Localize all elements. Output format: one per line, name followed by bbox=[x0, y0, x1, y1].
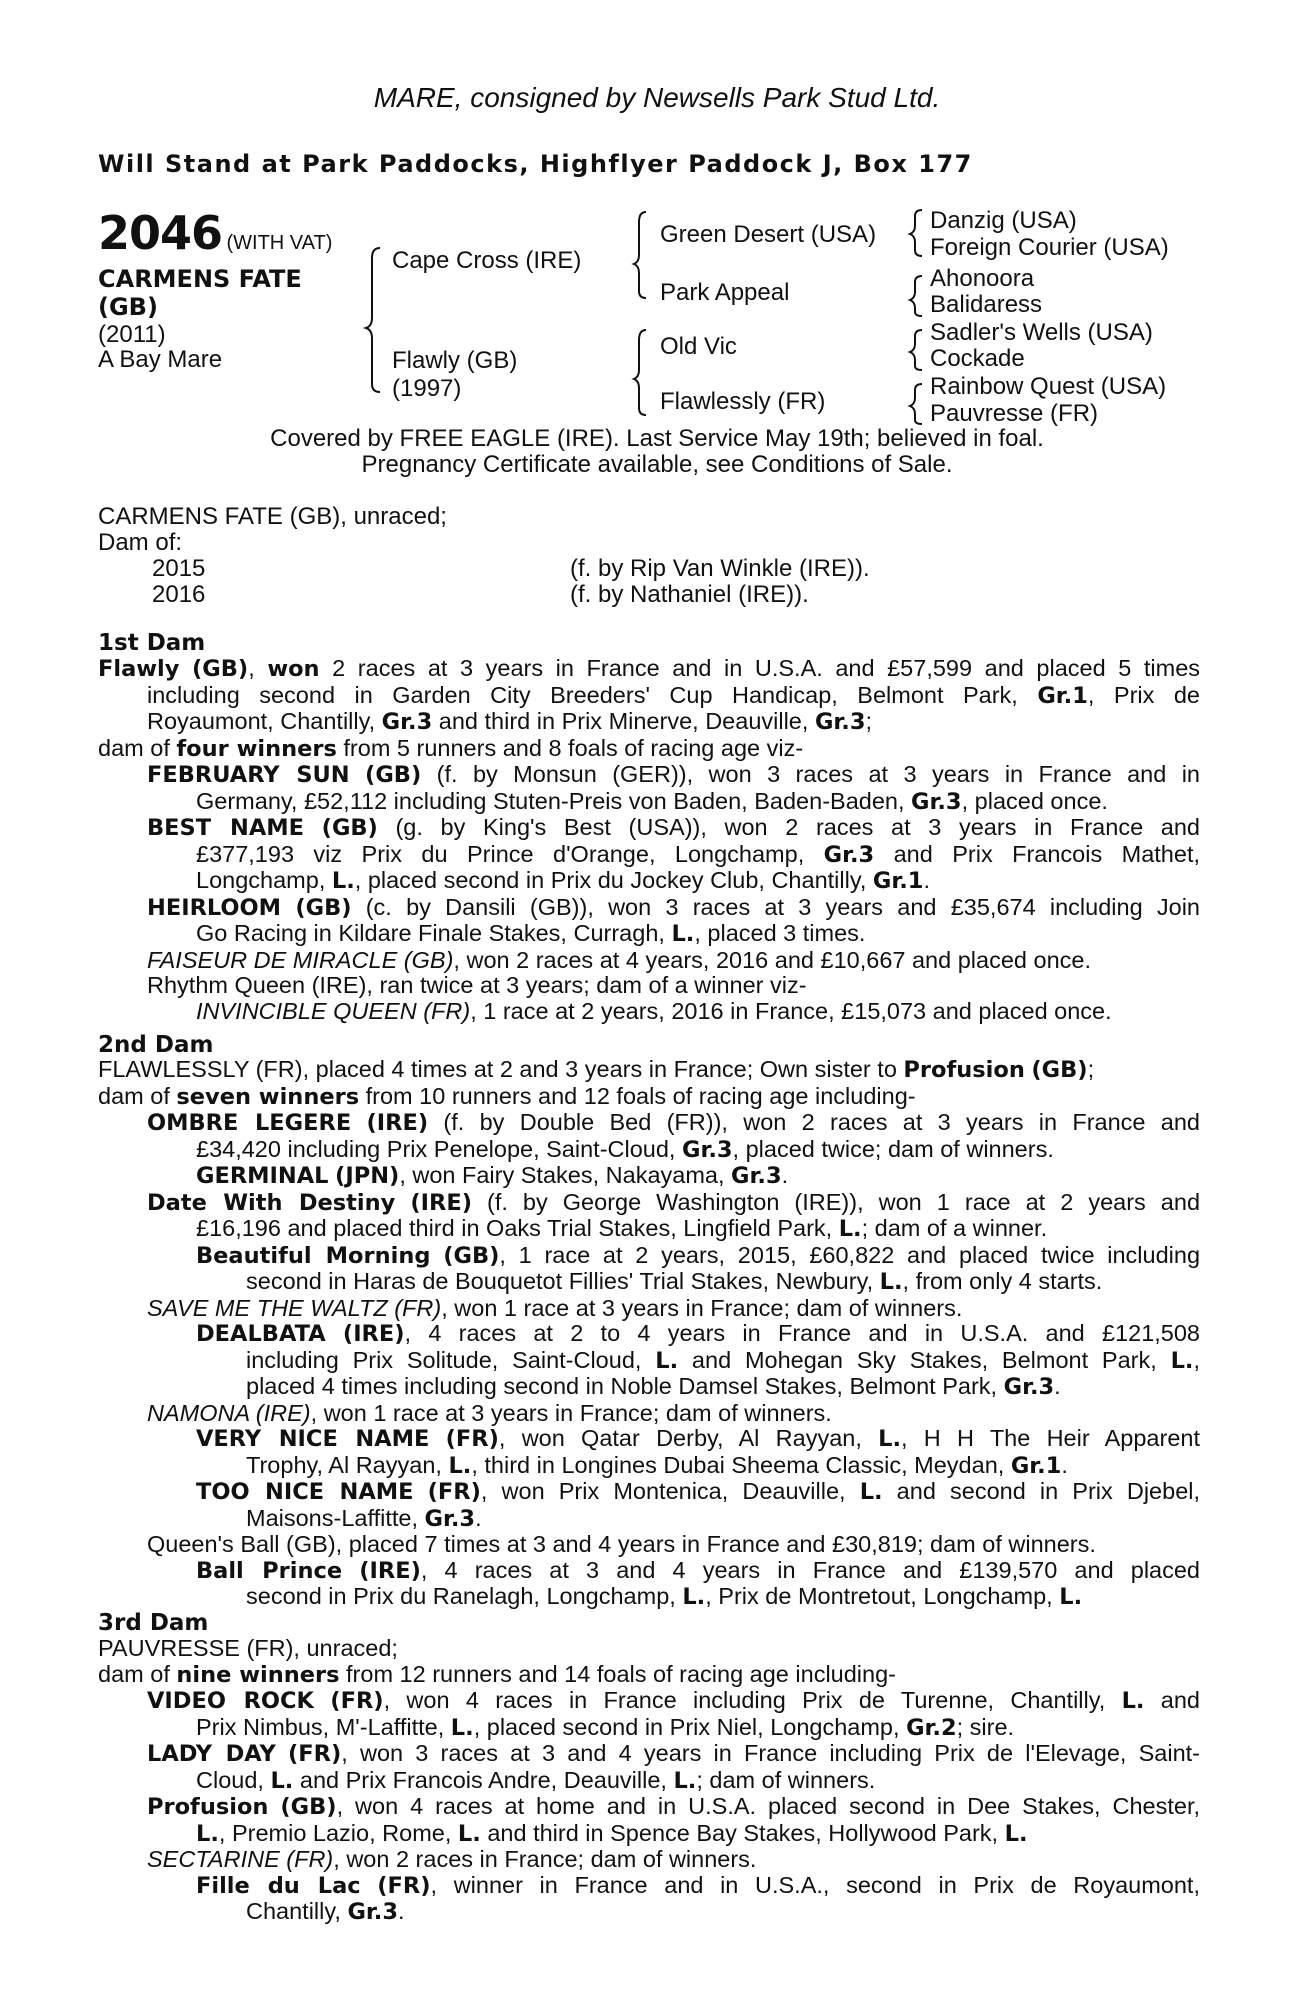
punct: ; bbox=[865, 708, 873, 734]
section-second-dam: 2nd Dam bbox=[98, 1032, 214, 1058]
line bbox=[98, 1137, 1200, 1164]
covered-line1: Covered by FREE EAGLE (IRE). Last Service May 19th; believed in foal. bbox=[270, 425, 1044, 452]
text: second in Haras de Bouquetot Fillies' Trial Stakes, Newbury, bbox=[246, 1268, 880, 1294]
line bbox=[98, 1768, 1200, 1795]
winners: four winners bbox=[176, 735, 337, 762]
ped-g3: Ahonoora bbox=[930, 265, 1035, 292]
suffix: (IRE) bbox=[410, 1189, 472, 1216]
horse-name: Profusion bbox=[903, 1057, 1025, 1083]
text: ; dam of winners. bbox=[696, 1766, 876, 1793]
text: , placed second in Prix du Jockey Club, Chantilly, bbox=[354, 867, 873, 893]
produce-detail-2: (f. by Nathaniel (IRE)). bbox=[570, 581, 809, 608]
text: dam of bbox=[98, 734, 177, 761]
text: , winner in France and in U.S.A., second in Prix de Royaumont, bbox=[430, 1871, 1200, 1898]
line bbox=[98, 1110, 1200, 1137]
text: Trophy, Al Rayyan, bbox=[246, 1451, 449, 1478]
line bbox=[98, 1584, 1200, 1611]
line bbox=[98, 1479, 1200, 1506]
ped-g4: Balidaress bbox=[930, 291, 1043, 318]
suffix: (GB) bbox=[192, 656, 249, 682]
line bbox=[98, 921, 1200, 948]
suffix: (GB) bbox=[365, 762, 422, 788]
text: PAUVRESSE (FR), unraced; bbox=[98, 1635, 398, 1661]
grade: Gr.3 bbox=[731, 1163, 782, 1189]
line bbox=[98, 1426, 1200, 1453]
text: £16,196 and placed third in Oaks Trial Stakes, Lingfield Park, bbox=[196, 1215, 839, 1241]
listed: L. bbox=[1170, 1347, 1194, 1374]
bracket-g1 bbox=[910, 210, 922, 256]
suffix: (GB) bbox=[280, 1794, 337, 1820]
line bbox=[98, 842, 1200, 869]
suffix: (GB) bbox=[295, 894, 352, 921]
line bbox=[98, 1296, 1200, 1322]
lot-number: 2046 bbox=[98, 206, 223, 260]
text: , placed once. bbox=[961, 787, 1108, 814]
horse-name: BEST NAME bbox=[147, 815, 305, 841]
ped-dam-dam: Flawlessly (FR) bbox=[660, 388, 826, 415]
text: (g. by King's Best bbox=[377, 814, 629, 840]
text: second in Prix du Ranelagh, Longchamp, bbox=[246, 1583, 683, 1609]
text: dam of bbox=[98, 1660, 177, 1687]
text: including second in Garden City Breeders' Cup Handicap, Belmont Park, bbox=[147, 681, 1038, 708]
grade: Gr.2 bbox=[906, 1714, 957, 1741]
bracket-g3 bbox=[910, 330, 922, 370]
grade: Gr.3 bbox=[1003, 1374, 1055, 1400]
intro-line1: CARMENS FATE (GB), unraced; bbox=[98, 503, 447, 530]
text: and third in Spence Bay Stakes, Hollywood Park, bbox=[480, 1819, 1005, 1846]
text: £34,420 including Prix Penelope, Saint-Cloud, bbox=[196, 1135, 682, 1162]
first-dam-block bbox=[98, 656, 1200, 1024]
listed: L. bbox=[682, 1584, 706, 1610]
punct: . bbox=[923, 867, 930, 893]
suffix: (GB) bbox=[321, 815, 378, 841]
horse-name: SECTARINE (FR) bbox=[147, 1846, 334, 1872]
suffix: (IRE) bbox=[366, 1110, 429, 1136]
text: Chantilly, bbox=[246, 1898, 348, 1924]
listed: L. bbox=[673, 1767, 697, 1794]
ped-sire: Cape Cross (IRE) bbox=[392, 247, 582, 274]
listed: L. bbox=[450, 1714, 474, 1741]
line bbox=[98, 1636, 1200, 1662]
horse-name: VERY NICE NAME bbox=[196, 1426, 430, 1452]
ped-g8: Pauvresse (FR) bbox=[930, 400, 1099, 427]
section-first-dam: 1st Dam bbox=[98, 630, 206, 656]
third-dam-block bbox=[98, 1636, 1200, 1926]
grade: Gr.3 bbox=[424, 1505, 476, 1532]
text: dam of bbox=[98, 1082, 177, 1109]
suffix: (FR) bbox=[288, 1741, 342, 1767]
ped-sire-dam: Park Appeal bbox=[660, 279, 790, 306]
suffix: (FR) bbox=[377, 1872, 431, 1899]
listed: L. bbox=[879, 1269, 903, 1295]
text: ), won 2 races at 3 years in France and bbox=[692, 814, 1200, 840]
listed: L. bbox=[1004, 1820, 1028, 1847]
line bbox=[98, 1506, 1200, 1533]
line bbox=[98, 999, 1200, 1025]
horse-name: DEALBATA bbox=[196, 1321, 326, 1347]
bracket-sire bbox=[634, 212, 646, 298]
listed: L. bbox=[270, 1767, 294, 1794]
horse-name: SAVE ME THE WALTZ (FR) bbox=[147, 1294, 442, 1321]
line bbox=[98, 948, 1200, 974]
text: , H H The Heir Apparent bbox=[901, 1425, 1200, 1451]
text: , 1 race at 2 years, 2016 in France, £15,073 and placed once. bbox=[470, 997, 1112, 1024]
line bbox=[98, 762, 1200, 789]
horse-name: VIDEO ROCK bbox=[147, 1688, 314, 1714]
text: , won 1 race at 3 years in France; dam of winners. bbox=[441, 1294, 963, 1321]
line bbox=[98, 789, 1200, 816]
text: (f. by Double Bed (FR)), won 2 races at 3 years in France and bbox=[428, 1109, 1200, 1135]
text: and third in Prix Minerve, Deauville, bbox=[432, 708, 815, 734]
listed: L. bbox=[671, 921, 695, 947]
winners: nine winners bbox=[176, 1661, 340, 1688]
grade: Gr.3 bbox=[823, 841, 875, 868]
text: from 5 runners and 8 foals of racing age viz- bbox=[336, 734, 804, 761]
horse-name: TOO NICE NAME bbox=[196, 1479, 414, 1505]
grade: Gr.1 bbox=[1037, 682, 1088, 709]
line bbox=[98, 1216, 1200, 1243]
suffix: (USA) bbox=[628, 814, 693, 840]
text: , won 4 races in France including Prix de Turenne, Chantilly, bbox=[383, 1687, 1122, 1713]
winners: seven winners bbox=[176, 1083, 360, 1110]
suffix: (GB) bbox=[1031, 1057, 1088, 1083]
horse-name: Flawly bbox=[98, 656, 180, 682]
ped-dam-sire: Old Vic bbox=[660, 333, 737, 360]
text: , won 2 races at 4 years, 2016 and £10,667 and placed once. bbox=[453, 946, 1091, 973]
text: , won 2 races in France; dam of winners. bbox=[333, 1846, 757, 1872]
ped-sire-sire: Green Desert (USA) bbox=[660, 221, 877, 248]
listed: L. bbox=[457, 1820, 481, 1847]
listed: L. bbox=[859, 1479, 883, 1505]
listed: L. bbox=[331, 868, 355, 894]
text: , third in Longines Dubai Sheema Classic, Meydan, bbox=[471, 1451, 1011, 1478]
text: £377,193 viz Prix du Prince d'Orange, Longchamp, bbox=[196, 840, 824, 867]
horse-name: HEIRLOOM bbox=[147, 894, 282, 921]
horse-description: A Bay Mare bbox=[98, 346, 223, 373]
text: , won 3 races at 3 and 4 years in France including Prix de l'Elevage, Saint- bbox=[341, 1740, 1200, 1766]
line bbox=[98, 868, 1200, 895]
line bbox=[98, 656, 1200, 683]
ped-g5: Sadler's Wells (USA) bbox=[930, 319, 1153, 346]
punct: ; bbox=[1087, 1056, 1095, 1082]
text: Longchamp, bbox=[196, 867, 332, 893]
text: and Prix Francois Andre, Deauville, bbox=[293, 1766, 674, 1793]
text: Rhythm Queen (IRE), ran twice at 3 years; dam of a winner viz- bbox=[147, 972, 807, 998]
punct: . bbox=[1061, 1451, 1068, 1478]
line bbox=[98, 1453, 1200, 1480]
text: and bbox=[1144, 1687, 1201, 1713]
text: (f. by George Washington (IRE)), won 1 race at 2 years and bbox=[472, 1188, 1201, 1215]
horse-name: FEBRUARY SUN bbox=[147, 762, 350, 788]
text: including Prix Solitude, Saint-Cloud, bbox=[246, 1346, 656, 1373]
punct: . bbox=[781, 1162, 789, 1188]
text: and Prix Francois Mathet, bbox=[874, 840, 1200, 867]
ped-g1: Danzig (USA) bbox=[930, 207, 1077, 234]
line bbox=[98, 1847, 1200, 1873]
grade: Gr.3 bbox=[347, 1899, 398, 1925]
bracket-sire-dam bbox=[366, 248, 380, 392]
horse-name: INVINCIBLE QUEEN (FR) bbox=[196, 997, 471, 1024]
listed: L. bbox=[1121, 1688, 1145, 1714]
covered-line2: Pregnancy Certificate available, see Conditions of Sale. bbox=[361, 451, 953, 478]
text: Go Racing in Kildare Finale Stakes, Curragh, bbox=[196, 920, 672, 946]
text: and second in Prix Djebel, bbox=[882, 1478, 1201, 1504]
ped-g6: Cockade bbox=[930, 345, 1025, 372]
won-marker: won bbox=[267, 656, 320, 682]
listed: L. bbox=[1059, 1584, 1083, 1610]
horse-name: Fille du Lac bbox=[196, 1872, 361, 1899]
line bbox=[98, 1190, 1200, 1217]
text: Queen's Ball (GB), placed 7 times at 3 and 4 years in France and £30,819; dam of winners. bbox=[147, 1531, 1096, 1557]
line bbox=[98, 736, 1200, 763]
horse-name: NAMONA (IRE) bbox=[147, 1399, 311, 1426]
text: , Premio Lazio, Rome, bbox=[218, 1819, 458, 1846]
line bbox=[98, 1794, 1200, 1821]
text: , placed 3 times. bbox=[694, 920, 866, 946]
text: , Prix de Montretout, Longchamp, bbox=[705, 1583, 1060, 1609]
text: ; sire. bbox=[956, 1713, 1015, 1740]
ped-g7: Rainbow Quest (USA) bbox=[930, 373, 1167, 400]
text: , won Fairy Stakes, Nakayama, bbox=[399, 1162, 732, 1188]
line bbox=[98, 683, 1200, 710]
produce-year-2: 2016 bbox=[152, 581, 206, 608]
text: , 4 races at 2 to 4 years in France and in U.S.A. and £121,508 bbox=[404, 1320, 1200, 1346]
horse-name-line1: CARMENS FATE bbox=[98, 265, 302, 293]
line bbox=[98, 1741, 1200, 1768]
text: , placed second in Prix Niel, Longchamp, bbox=[473, 1713, 907, 1740]
text: , 4 races at 3 and 4 years in France and £139,570 and placed bbox=[420, 1556, 1201, 1583]
text: , won 4 races at home and in U.S.A. placed second in Dee Stakes, Chester, bbox=[336, 1793, 1201, 1819]
line bbox=[98, 1821, 1200, 1848]
line bbox=[98, 1269, 1200, 1296]
line bbox=[98, 1662, 1200, 1689]
text: 2 races at 3 years in France and in U.S.A. and £57,599 and placed 5 times bbox=[332, 655, 1201, 681]
text: placed 4 times including second in Noble Damsel Stakes, Belmont Park, bbox=[246, 1373, 1004, 1399]
line bbox=[98, 1321, 1200, 1348]
horse-name: LADY DAY bbox=[147, 1741, 276, 1767]
punct: , bbox=[248, 655, 255, 681]
suffix: (IRE) bbox=[359, 1557, 421, 1584]
listed: L. bbox=[448, 1452, 472, 1479]
ped-g2: Foreign Courier (USA) bbox=[930, 234, 1169, 261]
horse-name: Ball Prince bbox=[196, 1557, 343, 1584]
listed: L. bbox=[878, 1426, 902, 1452]
intro-line2: Dam of: bbox=[98, 529, 183, 556]
text: , won Prix Montenica, Deauville, bbox=[480, 1478, 860, 1504]
listed: L. bbox=[196, 1820, 219, 1847]
line bbox=[98, 1057, 1200, 1084]
text: from 12 runners and 14 foals of racing age including- bbox=[339, 1660, 896, 1687]
line bbox=[98, 1715, 1200, 1742]
suffix: (FR) bbox=[330, 1688, 384, 1714]
ped-dam-year: (1997) bbox=[392, 375, 462, 402]
text: Royaumont, Chantilly, bbox=[147, 708, 382, 734]
grade: Gr.3 bbox=[381, 709, 433, 735]
grade: Gr.3 bbox=[814, 709, 866, 735]
text: ), won 3 races at 3 years in France and in bbox=[678, 761, 1200, 787]
grade: Gr.1 bbox=[1010, 1452, 1062, 1479]
text: Prix Nimbus, M'-Laffitte, bbox=[196, 1713, 451, 1740]
text: Maisons-Laffitte, bbox=[246, 1504, 425, 1531]
text: FLAWLESSLY (FR), placed 4 times at 2 and 3 years in France; Own sister to bbox=[98, 1056, 904, 1082]
suffix: (JPN) bbox=[335, 1163, 400, 1189]
text: , from only 4 starts. bbox=[902, 1268, 1103, 1294]
text: ; dam of a winner. bbox=[861, 1215, 1048, 1241]
punct: . bbox=[398, 1898, 405, 1924]
stand-location: Will Stand at Park Paddocks, Highflyer Paddock J, Box 177 bbox=[98, 150, 973, 178]
sale-title: MARE, consigned by Newsells Park Stud Ltd. bbox=[373, 82, 941, 113]
line bbox=[98, 1899, 1200, 1926]
grade: Gr.3 bbox=[681, 1136, 733, 1163]
text: , won 1 race at 3 years in France; dam of winners. bbox=[310, 1399, 832, 1426]
line bbox=[98, 895, 1200, 922]
punct: . bbox=[1054, 1373, 1061, 1399]
horse-name: GERMINAL bbox=[196, 1163, 329, 1189]
horse-name: Date With Destiny bbox=[147, 1189, 396, 1216]
bracket-g4 bbox=[910, 384, 922, 424]
line bbox=[98, 1688, 1200, 1715]
text: (f. by Monsun bbox=[421, 761, 613, 787]
second-dam-block bbox=[98, 1057, 1200, 1611]
produce-year-1: 2015 bbox=[152, 555, 206, 582]
text: , 1 race at 2 years, 2015, £60,822 and placed twice including bbox=[499, 1241, 1201, 1268]
line bbox=[98, 1532, 1200, 1558]
horse-name: Profusion bbox=[147, 1794, 269, 1820]
horse-name-line2: (GB) bbox=[98, 293, 158, 321]
text: Cloud, bbox=[196, 1766, 271, 1793]
line bbox=[98, 1374, 1200, 1401]
suffix: (IRE) bbox=[342, 1321, 405, 1347]
produce-detail-1: (f. by Rip Van Winkle (IRE)). bbox=[570, 555, 870, 582]
grade: Gr.1 bbox=[872, 868, 924, 894]
line bbox=[98, 1084, 1200, 1111]
suffix: (GER) bbox=[612, 761, 679, 787]
text: and Mohegan Sky Stakes, Belmont Park, bbox=[678, 1346, 1171, 1373]
text: from 10 runners and 12 foals of racing age including- bbox=[359, 1082, 916, 1109]
line bbox=[98, 1163, 1200, 1190]
text: (c. by Dansili (GB)), won 3 races at 3 years and £35,674 including Join bbox=[351, 893, 1200, 920]
text: , Prix de bbox=[1087, 681, 1200, 708]
ped-dam: Flawly (GB) bbox=[392, 347, 518, 374]
horse-name: FAISEUR DE MIRACLE (GB) bbox=[147, 946, 454, 973]
listed: L. bbox=[655, 1347, 679, 1374]
text: Germany, £52,112 including Stuten-Preis von Baden, Baden-Baden, bbox=[196, 787, 912, 814]
line bbox=[98, 815, 1200, 842]
line bbox=[98, 1873, 1200, 1900]
suffix: (FR) bbox=[427, 1479, 481, 1505]
bracket-dam bbox=[634, 330, 646, 415]
vat-label: (WITH VAT) bbox=[226, 232, 333, 254]
punct: , bbox=[1193, 1346, 1200, 1373]
line bbox=[98, 1243, 1200, 1270]
text: , won Qatar Derby, Al Rayyan, bbox=[498, 1425, 879, 1451]
line bbox=[98, 1348, 1200, 1375]
line bbox=[98, 1558, 1200, 1585]
suffix: (GB) bbox=[443, 1242, 500, 1269]
horse-year: (2011) bbox=[98, 321, 166, 348]
line bbox=[98, 1401, 1200, 1427]
listed: L. bbox=[838, 1216, 862, 1242]
horse-name: OMBRE LEGERE bbox=[147, 1110, 352, 1136]
line bbox=[98, 973, 1200, 999]
section-third-dam: 3rd Dam bbox=[98, 1610, 209, 1636]
bracket-g2 bbox=[910, 276, 922, 316]
suffix: (FR) bbox=[445, 1426, 499, 1452]
line bbox=[98, 709, 1200, 736]
grade: Gr.3 bbox=[911, 788, 962, 815]
horse-name: Beautiful Morning bbox=[196, 1242, 431, 1269]
text: , placed twice; dam of winners. bbox=[732, 1135, 1054, 1162]
punct: . bbox=[475, 1504, 482, 1531]
